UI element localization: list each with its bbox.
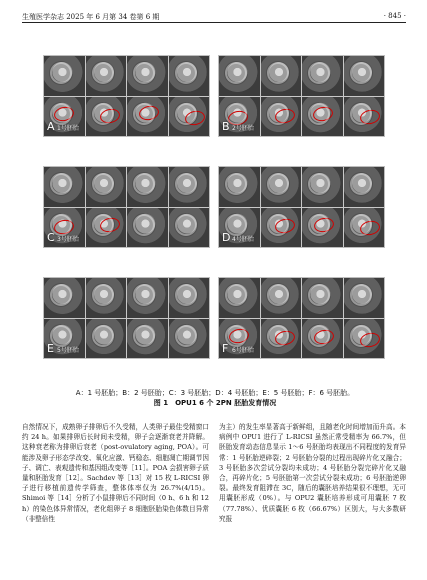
embryo-frame bbox=[302, 208, 343, 248]
embryo-frame bbox=[127, 167, 168, 207]
journal-header: 生殖医学杂志 2025 年 6 月第 34 卷第 6 期 bbox=[22, 13, 160, 21]
header-rule bbox=[22, 22, 406, 23]
panel-b bbox=[218, 55, 385, 137]
red-annotation bbox=[53, 218, 75, 236]
left-column bbox=[22, 422, 209, 572]
embryo-frame bbox=[344, 97, 385, 137]
panel-label: 6号胚胎 bbox=[232, 347, 254, 354]
red-annotation bbox=[313, 328, 335, 346]
embryo-frame bbox=[86, 319, 127, 359]
embryo-frame bbox=[44, 56, 85, 96]
embryo-frame bbox=[219, 167, 260, 207]
embryo-frame bbox=[169, 97, 210, 137]
embryo-frame bbox=[127, 319, 168, 359]
caption-line-1: A：1 号胚胎；B：2 号胚胎；C：3 号胚胎；D：4 号胚胎；E：5 号胚胎；F：6 号胚胎。 bbox=[75, 389, 355, 397]
panel-e bbox=[43, 277, 210, 359]
red-annotation bbox=[312, 105, 334, 123]
embryo-frame bbox=[169, 319, 210, 359]
embryo-frame bbox=[127, 208, 168, 248]
embryo-frame bbox=[86, 278, 127, 318]
embryo-frame bbox=[261, 208, 302, 248]
red-annotation bbox=[273, 329, 295, 347]
panel-letter: A bbox=[47, 120, 55, 133]
embryo-frame bbox=[261, 97, 302, 137]
red-annotation bbox=[273, 217, 295, 235]
panel-letter: C bbox=[47, 231, 55, 244]
embryo-frame bbox=[344, 278, 385, 318]
body-text bbox=[22, 422, 406, 572]
embryo-frame bbox=[86, 167, 127, 207]
red-annotation bbox=[358, 219, 380, 237]
embryo-frame bbox=[219, 278, 260, 318]
embryo-frame bbox=[169, 208, 210, 248]
embryo-frame bbox=[302, 56, 343, 96]
panel-letter: F bbox=[222, 342, 229, 355]
caption-title: 图 1 OPU1 6 个 2PN 胚胎发育情况 bbox=[153, 399, 277, 407]
red-annotation bbox=[183, 109, 205, 127]
panel-letter: E bbox=[47, 342, 54, 355]
embryo-frame bbox=[261, 278, 302, 318]
panel-label: 3号胚胎 bbox=[57, 236, 79, 243]
embryo-frame bbox=[344, 167, 385, 207]
panel-label: 4号胚胎 bbox=[232, 236, 254, 243]
embryo-frame bbox=[86, 56, 127, 96]
embryo-frame bbox=[169, 56, 210, 96]
embryo-frame bbox=[86, 208, 127, 248]
embryo-frame bbox=[86, 97, 127, 137]
panel-letter: B bbox=[222, 120, 230, 133]
panel-letter: D bbox=[222, 231, 231, 244]
panel-f bbox=[218, 277, 385, 359]
red-annotation bbox=[313, 216, 335, 234]
embryo-frame bbox=[302, 167, 343, 207]
paragraph-left: 自然情况下，成熟卵子排卵后不久受精，人类卵子最佳受精窗口约 24 h。如果排卵后长时间未受精，卵子会逐渐衰老并降解。这种衰老称为排卵后衰老（post-ovulatory aging, POA）。可能涉及卵子形态学改变、氧化应激、钙稳态、细胞凋亡期调节因子、调亡、表观遗传和基因组改变等［11］。POA 会损害卵子质量和胚胎发育［12］。Sachdev 等［13］对 15 枚 L-RICSI 卵子进行移植前遗传学筛查，整体体率仅为 26.7%(4/15)。Shimoi 等［14］分析了小鼠排卵后不同时间（0 h、6 h 和 12 h）的染色体异常情况，老化组卵子 8 细胞胚胎染色体数目异常（非整倍性 bbox=[22, 423, 209, 523]
embryo-frame bbox=[344, 208, 385, 248]
panel-label: 1号胚胎 bbox=[57, 125, 79, 132]
panel-c bbox=[43, 166, 210, 248]
embryo-frame bbox=[44, 167, 85, 207]
page-header bbox=[22, 12, 406, 24]
paragraph-right: 为主）的发生率显著高于新鲜组，且随老化时间增加而升高。本病例中 OPU1 进行了 L-RICSI 虽然正常受精率为 66.7%，但胚胎发育动态信息显示 1～6 号胚胎均表现出不同程度的发育异常：1 号胚胎逆碎裂；2 号胚胎分裂的过程出现碎片化又融合；3 号胚胎多次尝试分裂均未成功；4 号胚胎分裂完碎片化又融合，再碎片化；5 号胚胎第一次尝试分裂未成功；6 号胚胎逆卵裂。最终发育阻滞在 3C，随后的囊胚培养结果很不理想，无可用囊胚形成（0%）。与 OPU2 囊胚培养形成可用囊胚 7 枚（77.78%）、优质囊胚 6 枚（66.67%）区别大，与大多数研究报 bbox=[219, 423, 406, 523]
panel-label: 2号胚胎 bbox=[232, 125, 254, 132]
embryo-frame bbox=[261, 167, 302, 207]
red-annotation bbox=[358, 331, 380, 349]
panel-label: 5号胚胎 bbox=[57, 347, 79, 354]
embryo-frame bbox=[261, 56, 302, 96]
panel-a bbox=[43, 55, 210, 137]
page-number: · 845 · bbox=[383, 12, 406, 20]
right-column bbox=[219, 422, 406, 572]
red-annotation bbox=[98, 216, 120, 234]
figure-caption bbox=[30, 388, 400, 408]
embryo-frame bbox=[344, 319, 385, 359]
embryo-frame bbox=[127, 56, 168, 96]
embryo-frame bbox=[219, 56, 260, 96]
red-annotation bbox=[228, 327, 250, 345]
red-annotation bbox=[98, 107, 120, 125]
embryo-frame bbox=[44, 278, 85, 318]
red-annotation bbox=[138, 104, 160, 122]
embryo-frame bbox=[127, 278, 168, 318]
embryo-frame bbox=[127, 97, 168, 137]
embryo-frame bbox=[344, 56, 385, 96]
embryo-frame bbox=[169, 278, 210, 318]
red-annotation bbox=[273, 107, 295, 125]
embryo-frame bbox=[302, 97, 343, 137]
panel-d bbox=[218, 166, 385, 248]
embryo-frame bbox=[302, 319, 343, 359]
embryo-frame bbox=[302, 278, 343, 318]
red-annotation bbox=[358, 108, 380, 126]
embryo-frame bbox=[169, 167, 210, 207]
red-annotation bbox=[53, 105, 75, 123]
embryo-frame bbox=[261, 319, 302, 359]
